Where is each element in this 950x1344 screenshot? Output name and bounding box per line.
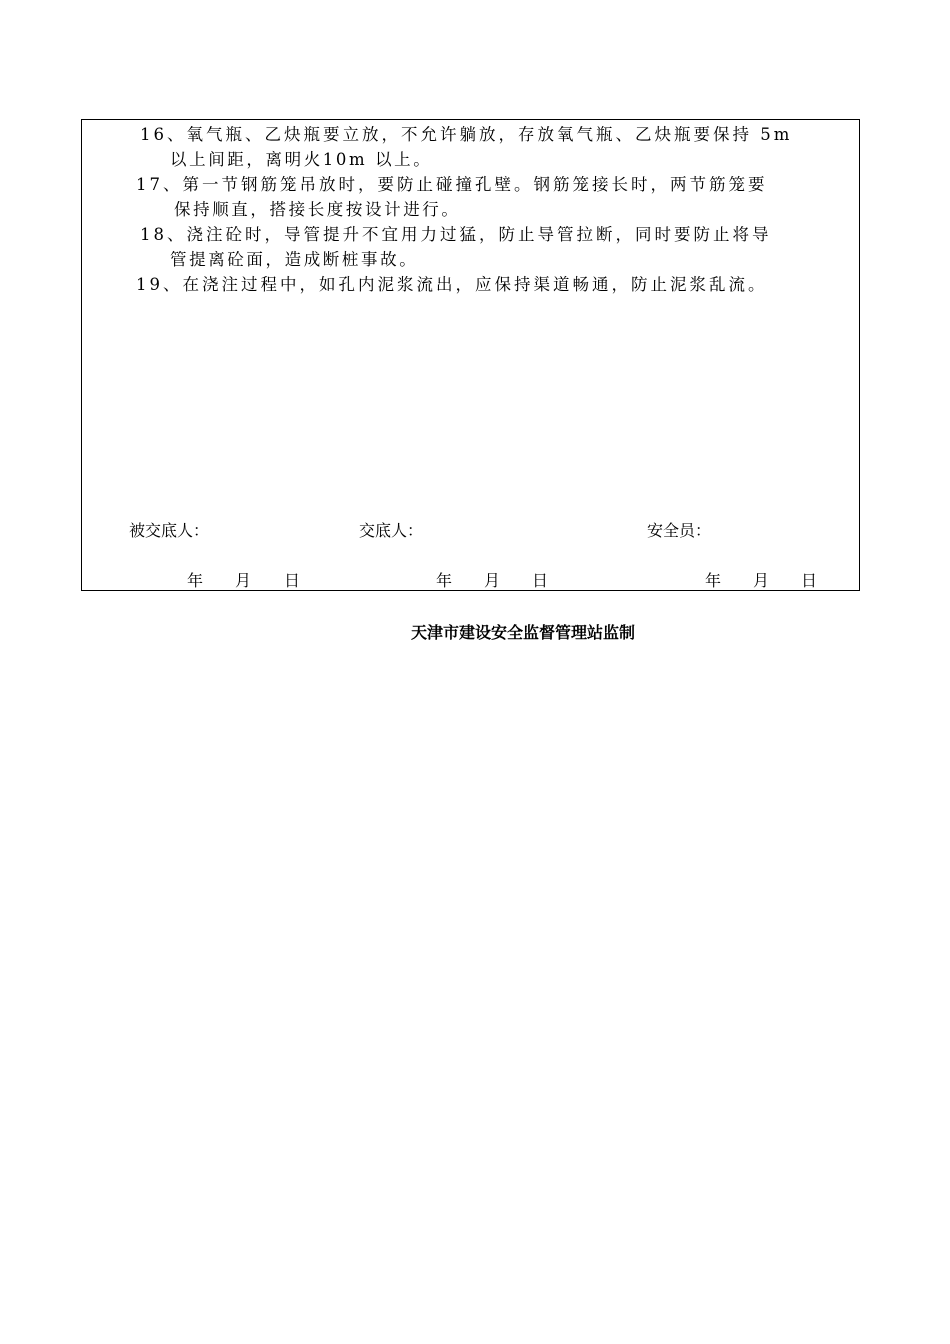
day-label: 日 xyxy=(532,571,549,590)
item-19-line-1: 19、在浇注过程中，如孔内泥浆流出，应保持渠道畅通，防止泥浆乱流。 xyxy=(136,275,768,294)
month-label: 月 xyxy=(235,571,252,590)
year-label: 年 xyxy=(705,571,722,590)
month-label: 月 xyxy=(484,571,501,590)
item-18-line-2: 管提离砼面，造成断桩事故。 xyxy=(170,250,419,269)
day-label: 日 xyxy=(801,571,818,590)
receiver-label: 被交底人： xyxy=(129,521,210,540)
item-18-line-1: 18、浇注砼时，导管提升不宜用力过猛，防止导管拉断，同时要防止将导 xyxy=(140,225,772,244)
safety-officer-label: 安全员： xyxy=(647,521,712,540)
giver-label: 交底人： xyxy=(359,521,424,540)
item-16-line-1: 16、氧气瓶、乙炔瓶要立放，不允许躺放，存放氧气瓶、乙炔瓶要保持 5m xyxy=(140,125,793,144)
month-label: 月 xyxy=(753,571,770,590)
item-17-line-1: 17、第一节钢筋笼吊放时，要防止碰撞孔壁。钢筋笼接长时，两节筋笼要 xyxy=(136,175,768,194)
item-16-line-2: 以上间距，离明火10m 以上。 xyxy=(170,150,433,169)
year-label: 年 xyxy=(436,571,453,590)
item-17-line-2: 保持顺直，搭接长度按设计进行。 xyxy=(174,200,461,219)
issuer-footer: 天津市建设安全监督管理站监制 xyxy=(410,623,635,642)
year-label: 年 xyxy=(187,571,204,590)
day-label: 日 xyxy=(284,571,301,590)
